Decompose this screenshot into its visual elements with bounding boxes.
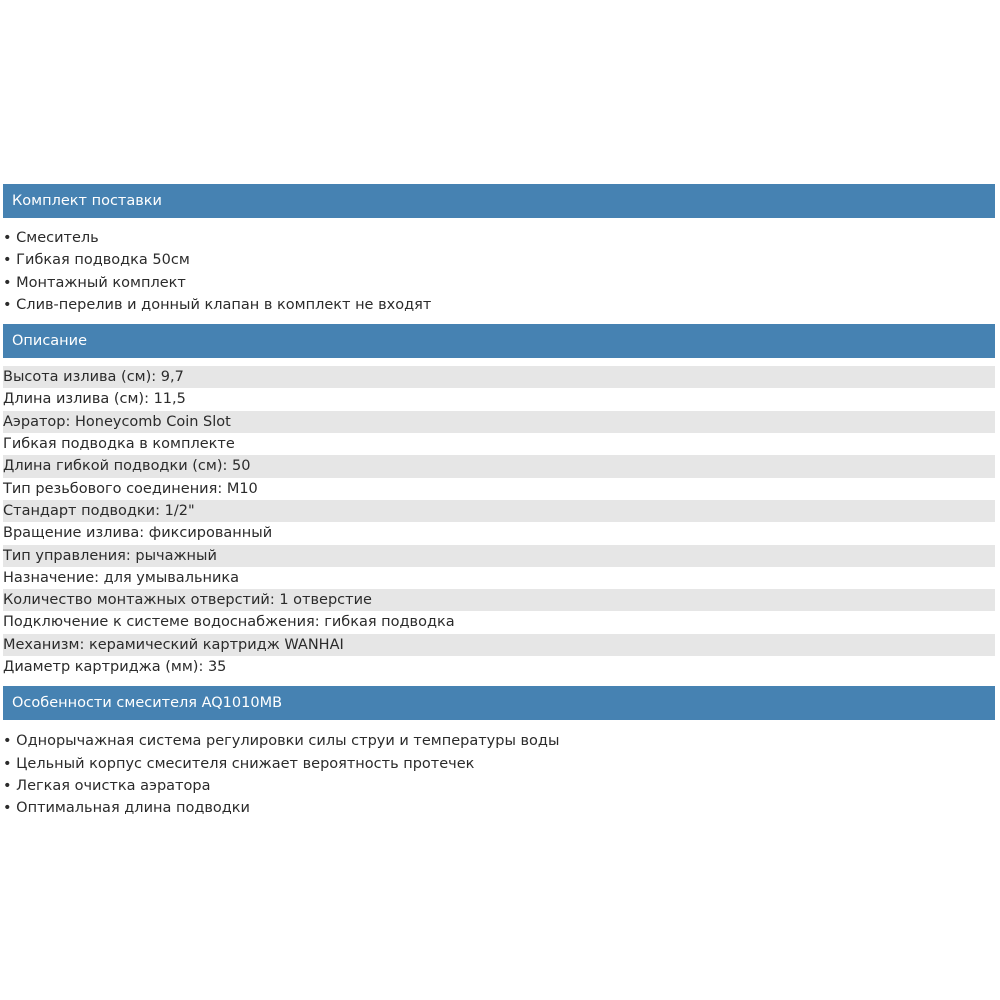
features-list — [3, 720, 995, 819]
list-item: • Гибкая подводка 50см — [3, 249, 995, 271]
spec-cell: Количество монтажных отверстий: 1 отверстие — [3, 592, 372, 609]
table-row — [3, 366, 995, 388]
table-row — [3, 433, 995, 455]
section-header-delivery: Комплект поставки — [3, 184, 995, 218]
spec-cell: Аэратор: Honeycomb Coin Slot — [3, 413, 231, 430]
spec-cell: Тип резьбового соединения: M10 — [3, 480, 258, 497]
spec-cell: Назначение: для умывальника — [3, 569, 240, 586]
section-header-features: Особенности смесителя AQ1010MB — [3, 686, 995, 720]
table-row — [3, 455, 995, 477]
spec-cell: Подключение к системе водоснабжения: гибкая подводка — [3, 614, 455, 631]
list-item: • Монтажный комплект — [3, 272, 995, 294]
list-item: • Цельный корпус смесителя снижает вероятность протечек — [3, 753, 995, 775]
table-row — [3, 500, 995, 522]
section-header-description: Описание — [3, 324, 995, 358]
spec-cell: Длина гибкой подводки (см): 50 — [3, 458, 251, 475]
table-row — [3, 567, 995, 589]
product-info — [3, 184, 995, 820]
spec-cell: Механизм: керамический картридж WANHAI — [3, 636, 344, 653]
table-row — [3, 589, 995, 611]
list-item: • Однорычажная система регулировки силы струи и температуры воды — [3, 730, 995, 752]
table-row — [3, 478, 995, 500]
table-row — [3, 522, 995, 544]
list-item: • Оптимальная длина подводки — [3, 797, 995, 819]
spec-cell: Длина излива (см): 11,5 — [3, 391, 186, 408]
spec-cell: Диаметр картриджа (мм): 35 — [3, 659, 227, 676]
table-row — [3, 388, 995, 410]
table-row — [3, 611, 995, 633]
table-row — [3, 545, 995, 567]
delivery-list — [3, 218, 995, 324]
table-row — [3, 411, 995, 433]
spec-cell: Вращение излива: фиксированный — [3, 525, 273, 542]
list-item: • Слив-перелив и донный клапан в комплект не входят — [3, 294, 995, 316]
list-item: • Легкая очистка аэратора — [3, 775, 995, 797]
table-row — [3, 656, 995, 678]
list-item: • Смеситель — [3, 227, 995, 249]
table-row — [3, 634, 995, 656]
spec-cell: Тип управления: рычажный — [3, 547, 217, 564]
spec-cell: Гибкая подводка в комплекте — [3, 436, 235, 453]
spec-table — [3, 366, 995, 678]
spec-cell: Высота излива (см): 9,7 — [3, 369, 184, 386]
spec-cell: Стандарт подводки: 1/2" — [3, 502, 195, 519]
